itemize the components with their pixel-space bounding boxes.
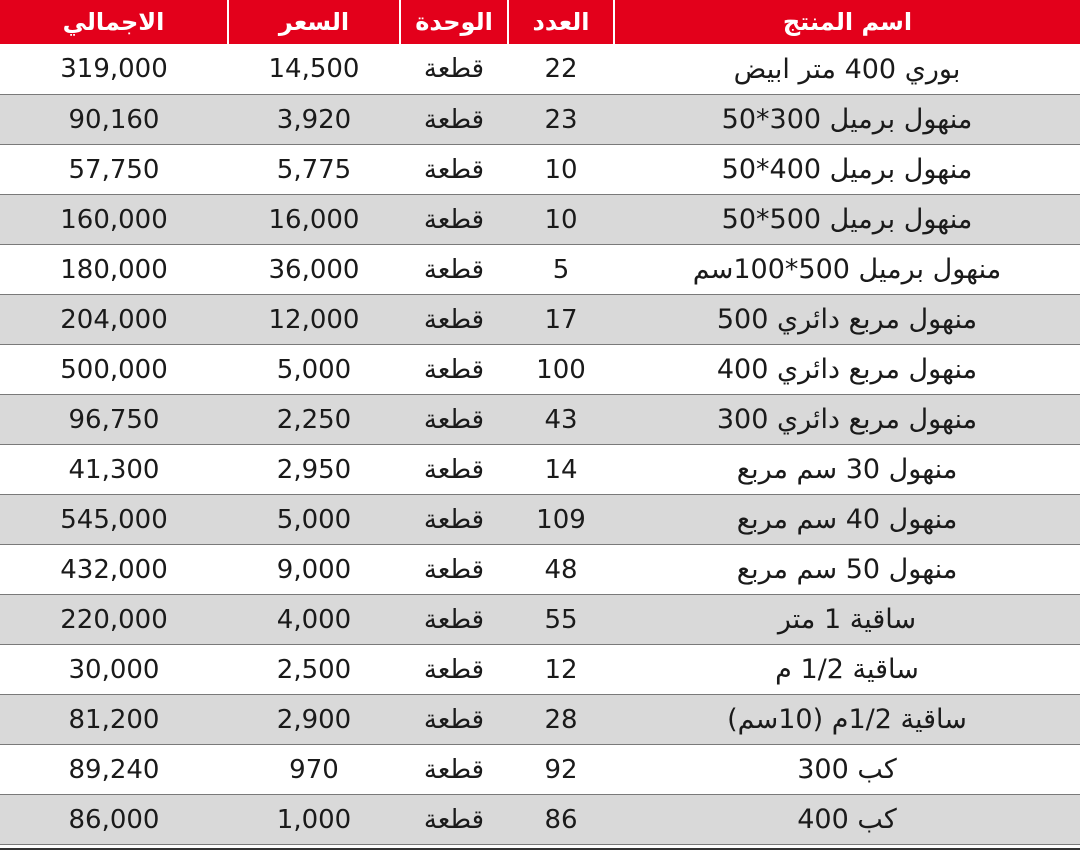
cell-count: 5 [508, 245, 614, 295]
cell-total: 57,750 [0, 145, 228, 195]
table-row [0, 495, 1080, 545]
cell-price: 5,000 [228, 495, 400, 545]
cell-product-name: منهول برميل 500*50 [614, 195, 1080, 245]
cell-total: 180,000 [0, 245, 228, 295]
table-row [0, 44, 1080, 95]
cell-count: 10 [508, 145, 614, 195]
cell-count: 17 [508, 295, 614, 345]
cell-price: 970 [228, 745, 400, 795]
cell-product-name: منهول مربع دائري 400 [614, 345, 1080, 395]
header-count: العدد [508, 0, 614, 44]
cell-count: 55 [508, 595, 614, 645]
cell-total: 81,200 [0, 695, 228, 745]
cell-product-name: ساقية 1 متر [614, 595, 1080, 645]
cell-unit: قطعة [400, 245, 508, 295]
cell-total: 86,000 [0, 795, 228, 845]
cell-product-name: منهول مربع دائري 300 [614, 395, 1080, 445]
cell-total: 30,000 [0, 645, 228, 695]
table-row [0, 345, 1080, 395]
cell-product-name: بوري 400 متر ابيض [614, 44, 1080, 95]
cell-total: 41,300 [0, 445, 228, 495]
cell-product-name: كب 300 [614, 745, 1080, 795]
cell-unit: قطعة [400, 95, 508, 145]
cell-product-name: ساقية 1/2م (10سم) [614, 695, 1080, 745]
cell-price: 9,000 [228, 545, 400, 595]
cell-unit: قطعة [400, 145, 508, 195]
cell-unit: قطعة [400, 795, 508, 845]
cell-count: 22 [508, 44, 614, 95]
cell-product-name: منهول 30 سم مربع [614, 445, 1080, 495]
cell-total: 90,160 [0, 95, 228, 145]
cell-product-name: منهول برميل 500*100سم [614, 245, 1080, 295]
cell-price: 1,000 [228, 795, 400, 845]
cell-unit: قطعة [400, 445, 508, 495]
cell-count: 14 [508, 445, 614, 495]
table-row [0, 595, 1080, 645]
cell-unit: قطعة [400, 645, 508, 695]
cell-count: 10 [508, 195, 614, 245]
cell-total: 319,000 [0, 44, 228, 95]
cell-price: 2,900 [228, 695, 400, 745]
cell-total: 89,240 [0, 745, 228, 795]
cell-price: 2,500 [228, 645, 400, 695]
header-row [0, 0, 1080, 44]
cell-price: 12,000 [228, 295, 400, 345]
cell-product-name: منهول 40 سم مربع [614, 495, 1080, 545]
cell-unit: قطعة [400, 695, 508, 745]
table-row [0, 645, 1080, 695]
header-unit: الوحدة [400, 0, 508, 44]
cell-unit: قطعة [400, 595, 508, 645]
cell-total: 545,000 [0, 495, 228, 545]
cell-count: 12 [508, 645, 614, 695]
cell-price: 3,920 [228, 95, 400, 145]
cell-unit: قطعة [400, 345, 508, 395]
cell-count: 28 [508, 695, 614, 745]
cell-unit: قطعة [400, 44, 508, 95]
cell-price: 16,000 [228, 195, 400, 245]
cell-product-name: منهول 50 سم مربع [614, 545, 1080, 595]
header-product-name: اسم المنتج [614, 0, 1080, 44]
cell-count: 48 [508, 545, 614, 595]
cell-unit: قطعة [400, 295, 508, 345]
cell-price: 5,775 [228, 145, 400, 195]
table-row [0, 395, 1080, 445]
cell-price: 5,000 [228, 345, 400, 395]
cell-total: 160,000 [0, 195, 228, 245]
cell-count: 100 [508, 345, 614, 395]
cell-price: 2,950 [228, 445, 400, 495]
bottom-divider [0, 848, 1080, 858]
table-row [0, 745, 1080, 795]
table-row [0, 445, 1080, 495]
table-row [0, 145, 1080, 195]
table-row [0, 195, 1080, 245]
cell-unit: قطعة [400, 495, 508, 545]
cell-count: 23 [508, 95, 614, 145]
cell-count: 86 [508, 795, 614, 845]
cell-unit: قطعة [400, 545, 508, 595]
cell-total: 204,000 [0, 295, 228, 345]
cell-product-name: منهول مربع دائري 500 [614, 295, 1080, 345]
cell-price: 14,500 [228, 44, 400, 95]
cell-count: 109 [508, 495, 614, 545]
table-body [0, 44, 1080, 845]
cell-total: 96,750 [0, 395, 228, 445]
cell-unit: قطعة [400, 395, 508, 445]
table-row [0, 545, 1080, 595]
cell-product-name: منهول برميل 400*50 [614, 145, 1080, 195]
cell-product-name: ساقية 1/2 م [614, 645, 1080, 695]
table-row [0, 795, 1080, 845]
cell-unit: قطعة [400, 195, 508, 245]
cell-unit: قطعة [400, 745, 508, 795]
table-row [0, 95, 1080, 145]
cell-count: 43 [508, 395, 614, 445]
table-row [0, 695, 1080, 745]
cell-price: 2,250 [228, 395, 400, 445]
cell-total: 220,000 [0, 595, 228, 645]
header-price: السعر [228, 0, 400, 44]
cell-total: 500,000 [0, 345, 228, 395]
table-row [0, 295, 1080, 345]
cell-total: 432,000 [0, 545, 228, 595]
cell-price: 36,000 [228, 245, 400, 295]
cell-product-name: منهول برميل 300*50 [614, 95, 1080, 145]
header-total: الاجمالي [0, 0, 228, 44]
cell-price: 4,000 [228, 595, 400, 645]
cell-product-name: كب 400 [614, 795, 1080, 845]
cell-count: 92 [508, 745, 614, 795]
table-row [0, 245, 1080, 295]
